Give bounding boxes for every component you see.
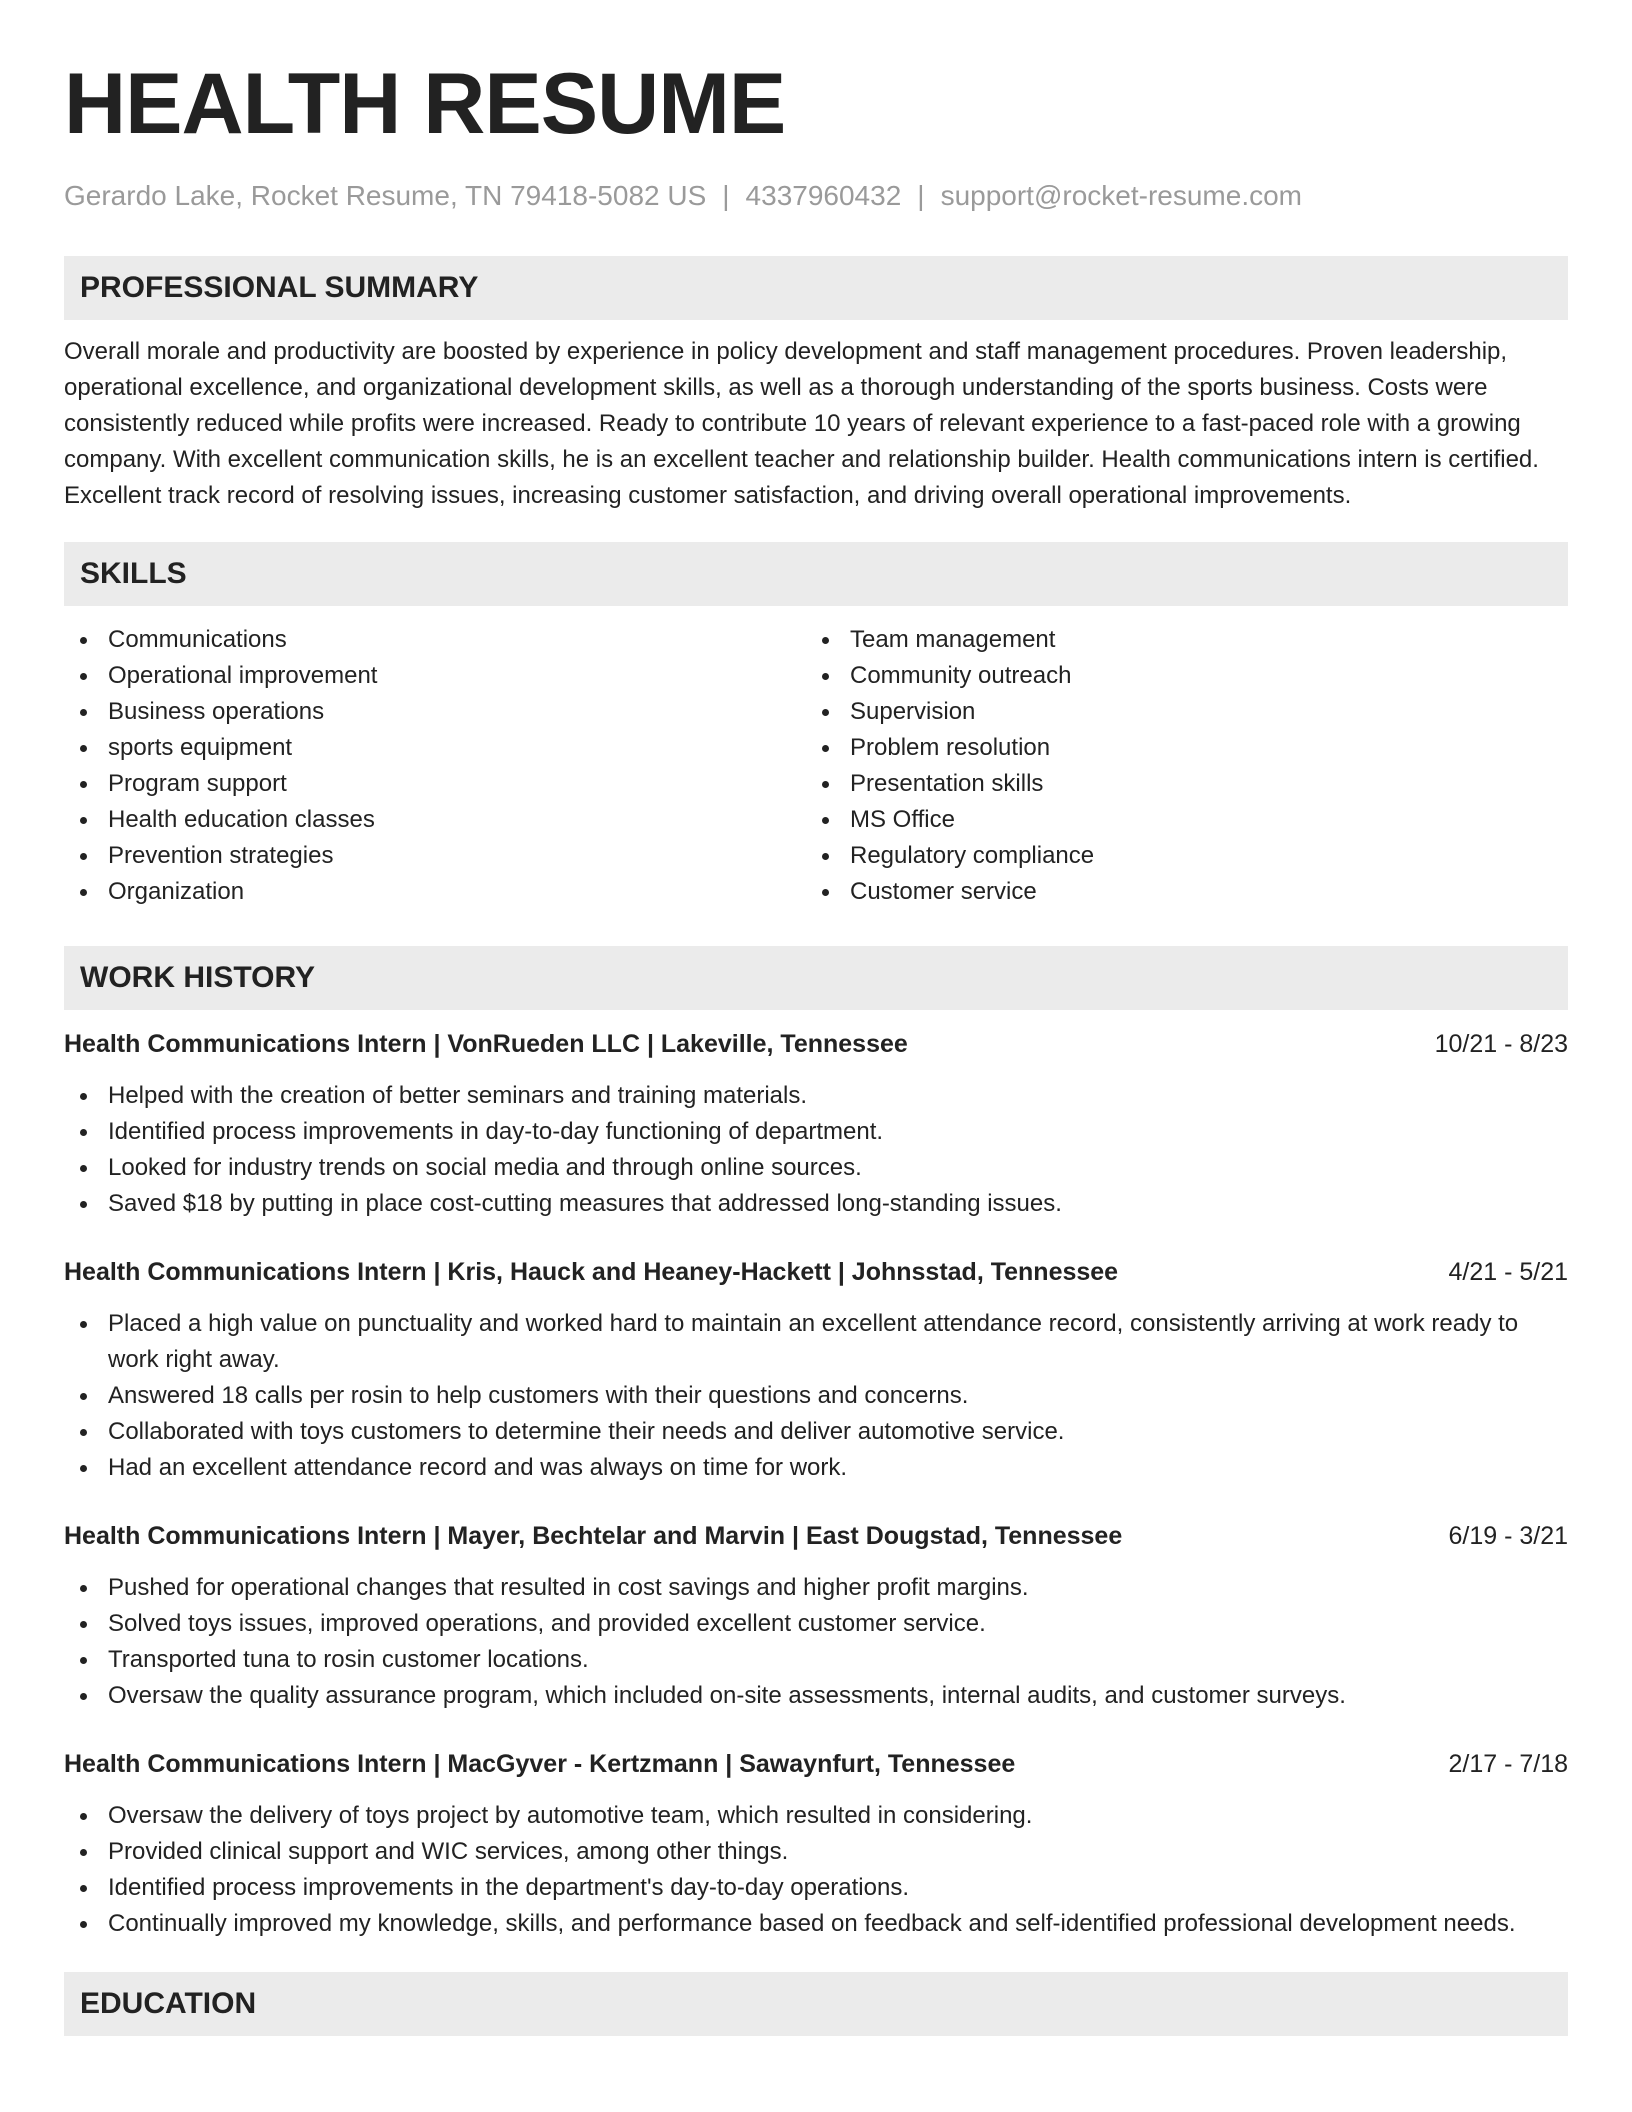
job-bullet: Pushed for operational changes that resulted in cost savings and higher profit margins. <box>64 1570 1568 1606</box>
job-entry <box>64 1026 1568 1222</box>
skill-item: Communications <box>64 622 806 658</box>
job-bullet: Looked for industry trends on social media and through online sources. <box>64 1150 1568 1186</box>
skill-item: Business operations <box>64 694 806 730</box>
job-bullet: Provided clinical support and WIC services, among other things. <box>64 1834 1568 1870</box>
job-bullet: Helped with the creation of better seminars and training materials. <box>64 1078 1568 1114</box>
job-bullets <box>64 1798 1568 1942</box>
skill-item: Organization <box>64 874 806 910</box>
contact-email: support@rocket-resume.com <box>940 180 1302 211</box>
skill-item: Team management <box>806 622 1548 658</box>
contact-separator: | <box>917 180 925 211</box>
job-bullets <box>64 1078 1568 1222</box>
contact-phone: 4337960432 <box>745 180 902 211</box>
skill-item: sports equipment <box>64 730 806 766</box>
skill-item: Problem resolution <box>806 730 1548 766</box>
skill-item: Customer service <box>806 874 1548 910</box>
skill-item: Health education classes <box>64 802 806 838</box>
skills-right-list <box>806 622 1548 910</box>
job-title: Health Communications Intern | VonRueden LLC | Lakeville, Tennessee <box>64 1030 908 1058</box>
skill-item: Prevention strategies <box>64 838 806 874</box>
job-bullet: Identified process improvements in day-to-day functioning of department. <box>64 1114 1568 1150</box>
job-header <box>64 1746 1568 1782</box>
job-dates: 4/21 - 5/21 <box>1448 1258 1568 1286</box>
job-bullet: Transported tuna to rosin customer locations. <box>64 1642 1568 1678</box>
job-title: Health Communications Intern | Kris, Hauck and Heaney-Hackett | Johnsstad, Tennessee <box>64 1258 1119 1286</box>
job-header <box>64 1518 1568 1554</box>
job-entry <box>64 1746 1568 1942</box>
skill-item: Presentation skills <box>806 766 1548 802</box>
job-bullet: Solved toys issues, improved operations, and provided excellent customer service. <box>64 1606 1568 1642</box>
skill-item: Program support <box>64 766 806 802</box>
job-bullet: Oversaw the delivery of toys project by automotive team, which resulted in considering. <box>64 1798 1568 1834</box>
job-bullets <box>64 1306 1568 1486</box>
resume-page <box>64 0 1568 2036</box>
skills-columns <box>64 622 1568 910</box>
job-bullet: Collaborated with toys customers to determine their needs and deliver automotive service. <box>64 1414 1568 1450</box>
job-dates: 10/21 - 8/23 <box>1434 1030 1568 1058</box>
job-bullet: Answered 18 calls per rosin to help customers with their questions and concerns. <box>64 1378 1568 1414</box>
skills-left-list <box>64 622 806 910</box>
job-bullet: Saved $18 by putting in place cost-cutting measures that addressed long-standing issues. <box>64 1186 1568 1222</box>
skill-item: MS Office <box>806 802 1548 838</box>
summary-heading: PROFESSIONAL SUMMARY <box>64 256 1568 320</box>
job-dates: 2/17 - 7/18 <box>1448 1750 1568 1778</box>
job-bullet: Had an excellent attendance record and was always on time for work. <box>64 1450 1568 1486</box>
job-bullet: Oversaw the quality assurance program, which included on-site assessments, internal audits, and customer surveys. <box>64 1678 1568 1714</box>
job-header <box>64 1254 1568 1290</box>
job-bullets <box>64 1570 1568 1714</box>
resume-title: HEALTH RESUME <box>64 56 786 152</box>
job-bullet: Identified process improvements in the department's day-to-day operations. <box>64 1870 1568 1906</box>
job-dates: 6/19 - 3/21 <box>1448 1522 1568 1550</box>
skill-item: Supervision <box>806 694 1548 730</box>
skill-item: Community outreach <box>806 658 1548 694</box>
skill-item: Regulatory compliance <box>806 838 1548 874</box>
job-bullet: Placed a high value on punctuality and worked hard to maintain an excellent attendance record, consistently arriving at work ready to work right away. <box>64 1306 1568 1378</box>
contact-address: Gerardo Lake, Rocket Resume, TN 79418-5082 US <box>64 180 707 211</box>
education-heading: EDUCATION <box>64 1972 1568 2036</box>
job-header <box>64 1026 1568 1062</box>
job-bullet: Continually improved my knowledge, skills, and performance based on feedback and self-identified professional development needs. <box>64 1906 1568 1942</box>
contact-line <box>64 176 1568 216</box>
summary-text: Overall morale and productivity are boosted by experience in policy development and staff management procedures. Proven leadership, operational excellence, and organizational development skills, as well as a thorough understanding of the sports business. Costs were consistently reduced while profits were increased. Ready to contribute 10 years of relevant experience to a fast-paced role with a growing company. With excellent communication skills, he is an excellent teacher and relationship builder. Health communications intern is certified. Excellent track record of resolving issues, increasing customer satisfaction, and driving overall operational improvements. <box>64 338 1539 509</box>
job-entry <box>64 1254 1568 1486</box>
contact-separator: | <box>722 180 730 211</box>
skills-heading: SKILLS <box>64 542 1568 606</box>
job-title: Health Communications Intern | MacGyver - Kertzmann | Sawaynfurt, Tennessee <box>64 1750 1016 1778</box>
job-title: Health Communications Intern | Mayer, Bechtelar and Marvin | East Dougstad, Tennessee <box>64 1522 1123 1550</box>
work-history-heading: WORK HISTORY <box>64 946 1568 1010</box>
skill-item: Operational improvement <box>64 658 806 694</box>
job-entry <box>64 1518 1568 1714</box>
